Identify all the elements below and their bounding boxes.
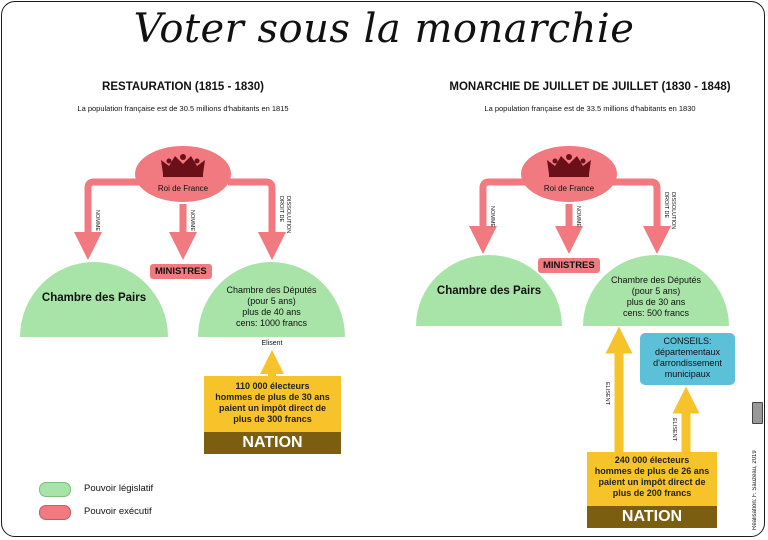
right-voters-line-4: plus de 200 francs [612,488,692,498]
left-ministres-box: MINISTRES [150,264,212,279]
legend-legislative-swatch [39,482,71,497]
left-deputes-line-1: Chambre des Députés [226,285,317,295]
left-crown-icon [159,152,207,178]
right-pairs-label: Chambre des Pairs [436,285,542,297]
right-label-dissolution-2: DISSOLUTION [670,192,676,230]
right-elisent-label-2: ELISENT [671,418,677,441]
right-label-dissolution-1: DROIT DE [663,192,669,219]
credit-text: Réalisation: F. Sauzeau, 2019 [752,450,758,530]
left-population: La population française est de 30.5 millions d'habitants en 1815 [77,104,289,113]
left-voters-line-4: plus de 300 francs [233,414,312,424]
right-ministres-box: MINISTRES [538,258,600,273]
left-label-nomme-1: NOMME [94,210,100,232]
right-nation-box: NATION [587,506,717,528]
left-label-dissolution-2: DISSOLUTION [285,196,291,234]
right-conseils-box [640,333,735,385]
left-voters-line-1: 110 000 électeurs [235,381,310,391]
left-deputes-line-2: (pour 5 ans) [247,296,296,306]
right-population: La population française est de 33.5 millions d'habitants en 1830 [484,104,696,113]
right-deputes-line-1: Chambre des Députés [610,275,702,285]
right-conseils-line-3: d'arrondissement [653,358,722,368]
right-voters-line-3: paient un impôt direct de [598,477,706,487]
left-elisent-label: Elisent [261,340,283,347]
right-heading: MONARCHIE DE JUILLET DE JUILLET (1830 - 1848) [449,81,731,93]
right-voters-line-2: hommes de plus de 26 ans [594,466,710,476]
page-title: Voter sous la monarchie [133,6,635,52]
left-nation-box: NATION [204,432,341,454]
right-conseils-line-4: municipaux [664,369,711,379]
legend-executive-swatch [39,505,71,520]
right-conseils-line-2: départementaux [654,347,721,357]
legend-executive-label: Pouvoir exécutif [84,506,152,517]
left-deputes-line-4: cens: 1000 francs [235,318,308,328]
right-voters-line-1: 240 000 électeurs [614,455,690,465]
left-king-label: Roi de France [157,184,209,193]
left-voters-line-2: hommes de plus de 30 ans [215,392,330,402]
left-arrow-dissolution [228,182,272,246]
legend-legislative-label: Pouvoir législatif [84,483,154,494]
left-label-nomme-2: NOMME [189,210,195,232]
right-crown-icon [545,152,593,178]
right-conseils-line-1: CONSEILS: [663,336,712,346]
left-label-dissolution-1: DROIT DE [278,196,284,223]
left-heading: RESTAURATION (1815 - 1830) [102,81,264,93]
left-voters-line-3: paient un impôt direct de [218,403,326,413]
right-king-label: Roi de France [543,184,595,193]
right-elisent-label-1: ELISENT [604,382,610,405]
left-deputes-line-3: plus de 40 ans [242,307,301,317]
right-deputes-text [583,275,729,319]
right-label-nomme-2: NOMME [575,206,581,228]
left-deputes-text [198,285,345,329]
left-pairs-label: Chambre des Pairs [41,292,147,304]
left-voters-box [204,376,341,432]
right-deputes-line-4: cens: 500 francs [622,308,690,318]
right-deputes-line-3: plus de 30 ans [626,297,686,307]
right-voters-box [587,452,717,506]
right-label-nomme-1: NOMME [489,206,495,228]
right-deputes-line-2: (pour 5 ans) [631,286,681,296]
cc-license-icon [752,402,763,424]
